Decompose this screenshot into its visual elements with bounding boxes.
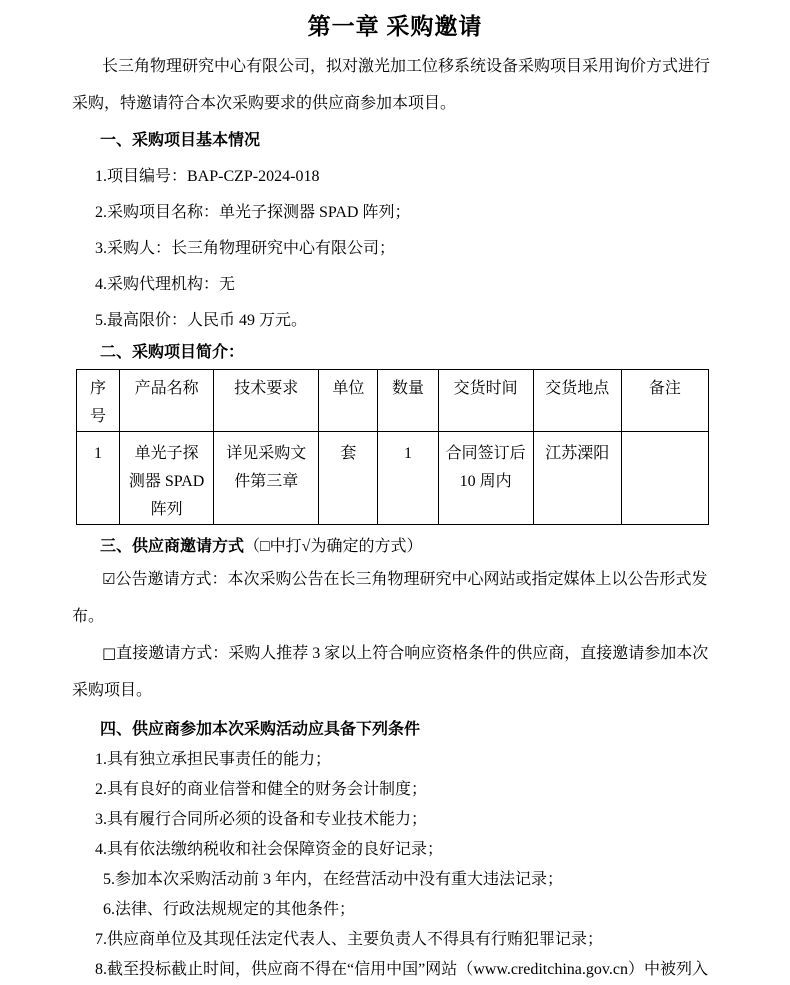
- list-item: 2.采购项目名称：单光子探测器 SPAD 阵列；: [95, 204, 411, 221]
- list-item: 3.具有履行合同所必须的设备和专业技术能力；: [95, 811, 428, 828]
- basic-info-list: [72, 159, 718, 339]
- option-announcement: [72, 561, 718, 635]
- option-direct-invitation: [72, 635, 718, 709]
- table-cell-delivery-time: 合同签订后 10 周内: [438, 432, 533, 525]
- table-row: [77, 432, 709, 525]
- table-header-cell: 产品名称: [120, 370, 214, 432]
- option-text: 直接邀请方式：采购人推荐 3 家以上符合响应资格条件的供应商，直接邀请参加本次采购项目。: [72, 645, 709, 699]
- table-header-cell: 交货时间: [438, 370, 533, 432]
- list-item: 8.截至投标截止时间，供应商不得在“信用中国”网站（www.creditchina.gov.cn）中被列入: [95, 961, 708, 978]
- table-header-cell: 数量: [378, 370, 438, 432]
- section-heading-invitation-method: [72, 533, 718, 561]
- table-cell-location: 江苏溧阳: [533, 432, 621, 525]
- table-cell-quantity: 1: [378, 432, 438, 525]
- checkbox-unchecked-icon: □: [102, 644, 117, 662]
- table-header-cell: 单位: [319, 370, 378, 432]
- checkbox-checked-icon: ☑: [102, 570, 116, 588]
- option-text: 公告邀请方式：本次采购公告在长三角物理研究中心网站或指定媒体上以公告形式发布。: [72, 571, 708, 625]
- procurement-table: [76, 369, 709, 525]
- table-header-row: [77, 370, 709, 432]
- list-item: 4.具有依法缴纳税收和社会保障资金的良好记录；: [95, 841, 444, 858]
- table-cell-unit: 套: [319, 432, 378, 525]
- list-item: 5.最高限价：人民币 49 万元。: [95, 312, 308, 329]
- section-heading-text: 三、供应商邀请方式: [100, 538, 245, 555]
- section-heading-supplier-conditions: 四、供应商参加本次采购活动应具备下列条件: [100, 721, 421, 738]
- table-header-cell: 序号: [77, 370, 120, 432]
- list-item: 6.法律、行政法规规定的其他条件；: [103, 901, 356, 918]
- list-item: 3.采购人：长三角物理研究中心有限公司；: [95, 240, 396, 257]
- section-heading-project-brief: 二、采购项目简介：: [100, 344, 245, 361]
- table-header-cell: 技术要求: [214, 370, 319, 432]
- list-item: 1.项目编号：BAP-CZP-2024-018: [95, 168, 320, 185]
- table-header-cell: 备注: [621, 370, 708, 432]
- list-item: 1.具有独立承担民事责任的能力；: [95, 751, 332, 768]
- supplier-conditions-list: [72, 745, 718, 985]
- list-item: 7.供应商单位及其现任法定代表人、主要负责人不得具有行贿犯罪记录；: [95, 931, 604, 948]
- list-item: 5.参加本次采购活动前 3 年内，在经营活动中没有重大违法记录；: [103, 871, 564, 888]
- list-item: 2.具有良好的商业信誉和健全的财务会计制度；: [95, 781, 428, 798]
- page-title: 第一章 采购邀请: [307, 14, 483, 39]
- section-heading-note: （□中打√为确定的方式）: [244, 538, 423, 555]
- table-header-cell: 交货地点: [533, 370, 621, 432]
- section-heading-basic-info: 一、采购项目基本情况: [100, 132, 261, 149]
- table-cell-seq: 1: [77, 432, 120, 525]
- table-cell-note: [621, 432, 708, 525]
- intro-paragraph: 长三角物理研究中心有限公司，拟对激光加工位移系统设备采购项目采用询价方式进行采购，特邀请符合本次采购要求的供应商参加本项目。: [72, 58, 711, 112]
- table-cell-product: 单光子探 测器 SPAD 阵列: [120, 432, 214, 525]
- table-cell-tech: 详见采购文 件第三章: [214, 432, 319, 525]
- list-item: 4.采购代理机构：无: [95, 276, 236, 293]
